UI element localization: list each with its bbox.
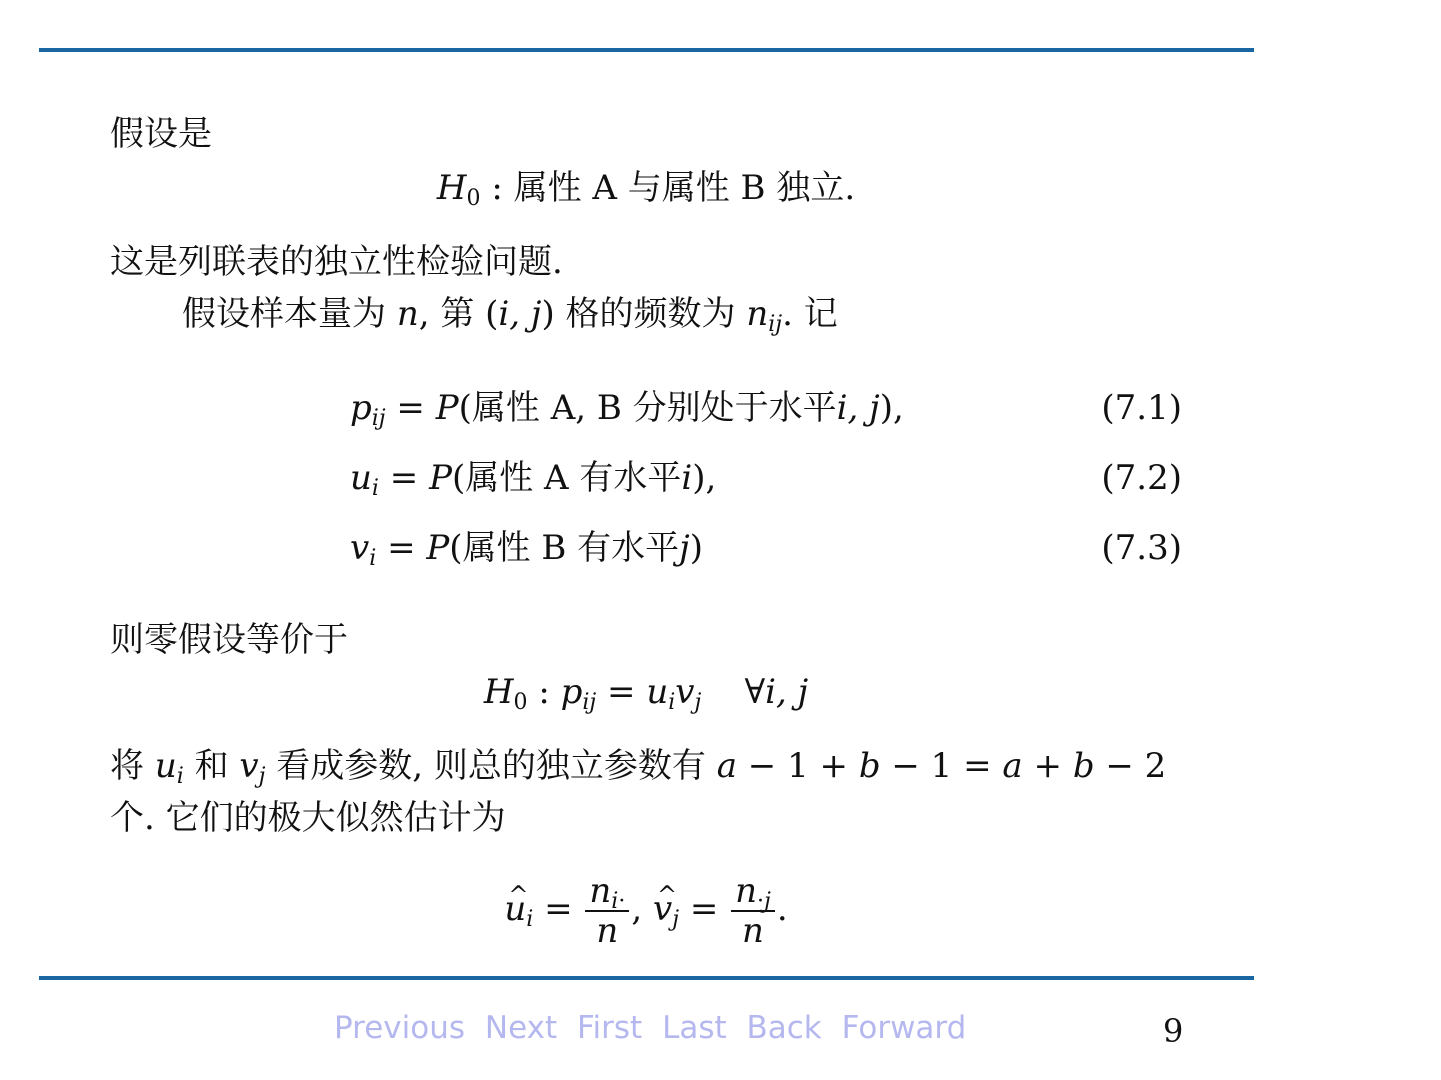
paragraph-parameters: 将 $u_i$ 和 $v_j$ 看成参数, 则总的独立参数有 a − 1 + b − 1 = a + b − 2 [110,746,1167,789]
mle-formula: ^ $u_i$ = $\frac{n_{i\cdot}}{n}$ , ^ $v_j$ = $\frac{n_{\cdot j}}{n}$ . [110,872,1182,950]
page-number: 9 [1163,1012,1184,1050]
paragraph-sample: 假设样本量为 n, 第 (i, j) 格的频数为 $n_{ij}$. 记 [182,294,838,337]
nav-forward-link[interactable]: Forward [841,1010,967,1046]
paragraph-assumption: 假设是 [110,114,212,154]
nav-next-link[interactable]: Next [484,1010,558,1046]
nav-last-link[interactable]: Last [662,1010,727,1046]
equation-number: (7.3) [1101,528,1182,568]
bottom-rule [39,976,1254,980]
equation-number: (7.2) [1101,458,1182,498]
hypothesis-text: : 属性 A 与属性 B 独立. [491,168,856,208]
nav-back-link[interactable]: Back [746,1010,822,1046]
hypothesis-h0-product: $H_0$ : $p_{ij} = u_iv_j$ ∀i, j [483,672,809,715]
equation-number: (7.1) [1101,388,1182,428]
paragraph-null-equivalent: 则零假设等价于 [110,620,348,660]
nav-previous-link[interactable]: Previous [334,1010,466,1046]
navigation-bar [334,1010,976,1046]
top-rule [39,48,1254,52]
hypothesis-h0: $H_0$ : 属性 A 与属性 B 独立. [436,168,856,211]
paragraph-mle: 个. 它们的极大似然估计为 [110,798,506,838]
paragraph-problem: 这是列联表的独立性检验问题. [110,242,563,282]
nav-first-link[interactable]: First [576,1010,643,1046]
